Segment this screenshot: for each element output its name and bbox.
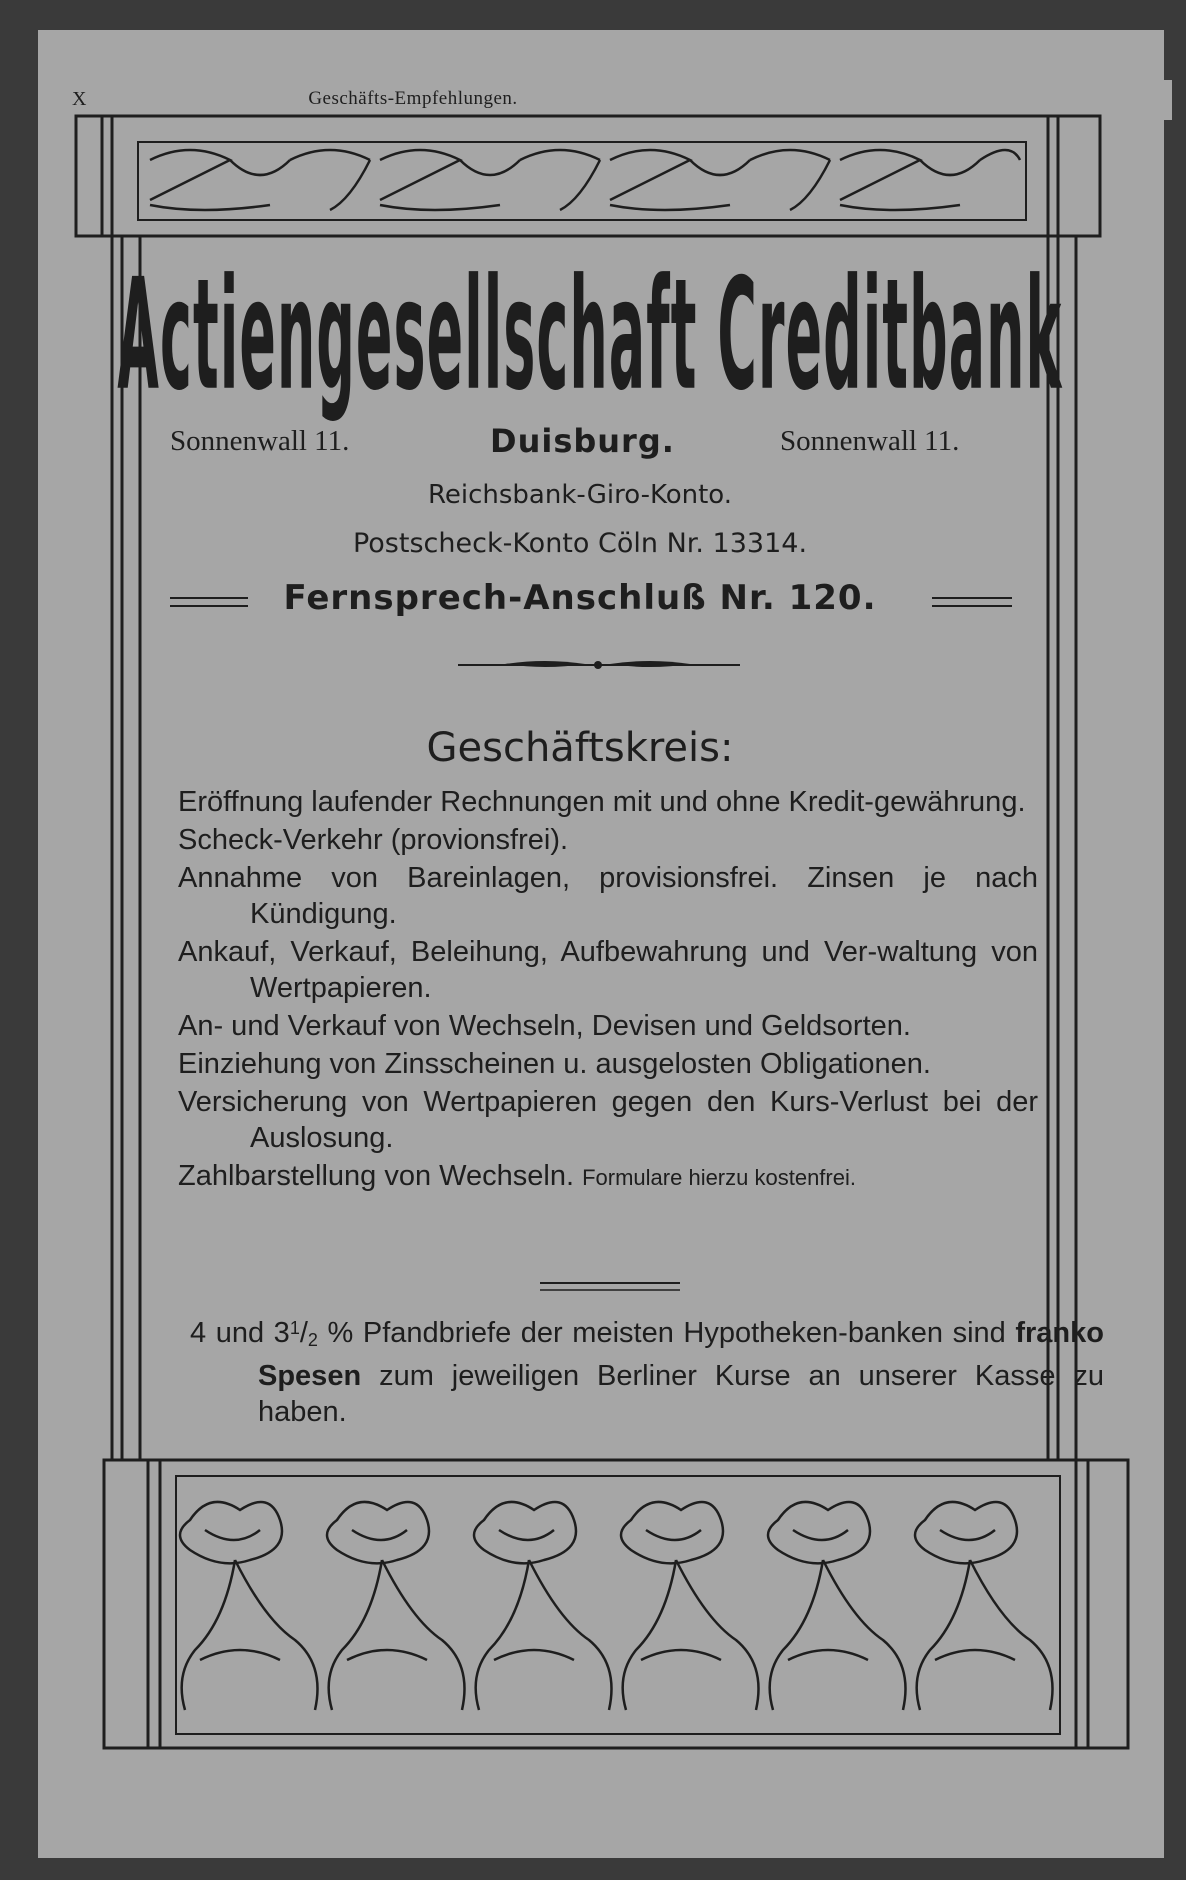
bank-name-text: Actiengesellschaft Creditbank: [117, 245, 1063, 425]
pfand-part2: Pfandbriefe der meisten Hypotheken-banken sind: [353, 1317, 1016, 1349]
postscheck-account: Postscheck-Konto Cöln Nr. 13314.: [352, 528, 808, 559]
fraction-numerator: 1: [289, 1318, 300, 1338]
fraction-denominator: 2: [307, 1330, 318, 1350]
service-item: Ankauf, Verkauf, Beleihung, Aufbewahrung und Ver-waltung von Wertpapieren.: [178, 936, 1038, 1004]
address-left: Sonnenwall 11.: [170, 425, 350, 457]
pfand-bold: franko Spesen: [258, 1317, 1104, 1392]
pfandbriefe-note: 4 und $3^1/_2$ % Pfandbriefe der meisten Hypotheken-banken sind franko Spesen zum jeweiligen Berliner Kurse an unserer Kasse zu haben.: [190, 1317, 1104, 1428]
service-list: [178, 784, 1038, 1198]
phone-number: Fernsprech-Anschluß Nr. 120.: [283, 578, 877, 618]
running-title-text: Geschäfts-Empfehlungen.: [308, 88, 518, 109]
page-number: X: [72, 88, 87, 110]
pfand-part1: 4 und 3: [190, 1317, 290, 1349]
bank-name: [117, 245, 1063, 425]
giro-account: Reichsbank-Giro-Konto.: [427, 480, 733, 510]
address-right: Sonnenwall 11.: [780, 425, 960, 457]
percent-sign: %: [327, 1317, 354, 1349]
city-name: Duisburg.: [490, 422, 675, 460]
service-item: Scheck-Verkehr (provionsfrei).: [178, 824, 569, 856]
service-item: Einziehung von Zinsscheinen u. ausgelosten Obligationen.: [178, 1048, 931, 1080]
service-item: An- und Verkauf von Wechseln, Devisen und Geldsorten.: [178, 1010, 911, 1042]
service-item: Eröffnung laufender Rechnungen mit und ohne Kredit-gewährung.: [178, 786, 1026, 818]
service-item: Annahme von Bareinlagen, provisionsfrei. Zinsen je nach Kündigung.: [178, 862, 1038, 930]
swelled-rule: [458, 661, 740, 669]
service-item-text: Zahlbarstellung von Wechseln.: [178, 1160, 575, 1192]
bottom-ornament-pattern: [180, 1502, 1053, 1710]
business-scope-title: Geschäftskreis:: [426, 725, 734, 771]
pfand-part3: zum jeweiligen Berliner Kurse an unserer Kasse zu haben.: [258, 1360, 1104, 1428]
top-ornament-pattern: [150, 150, 1020, 210]
service-item: Versicherung von Wertpapieren gegen den Kurs-Verlust bei der Auslosung.: [178, 1086, 1038, 1154]
forms-note: Formulare hierzu kostenfrei.: [582, 1165, 856, 1190]
service-item-last: [178, 1158, 1038, 1196]
